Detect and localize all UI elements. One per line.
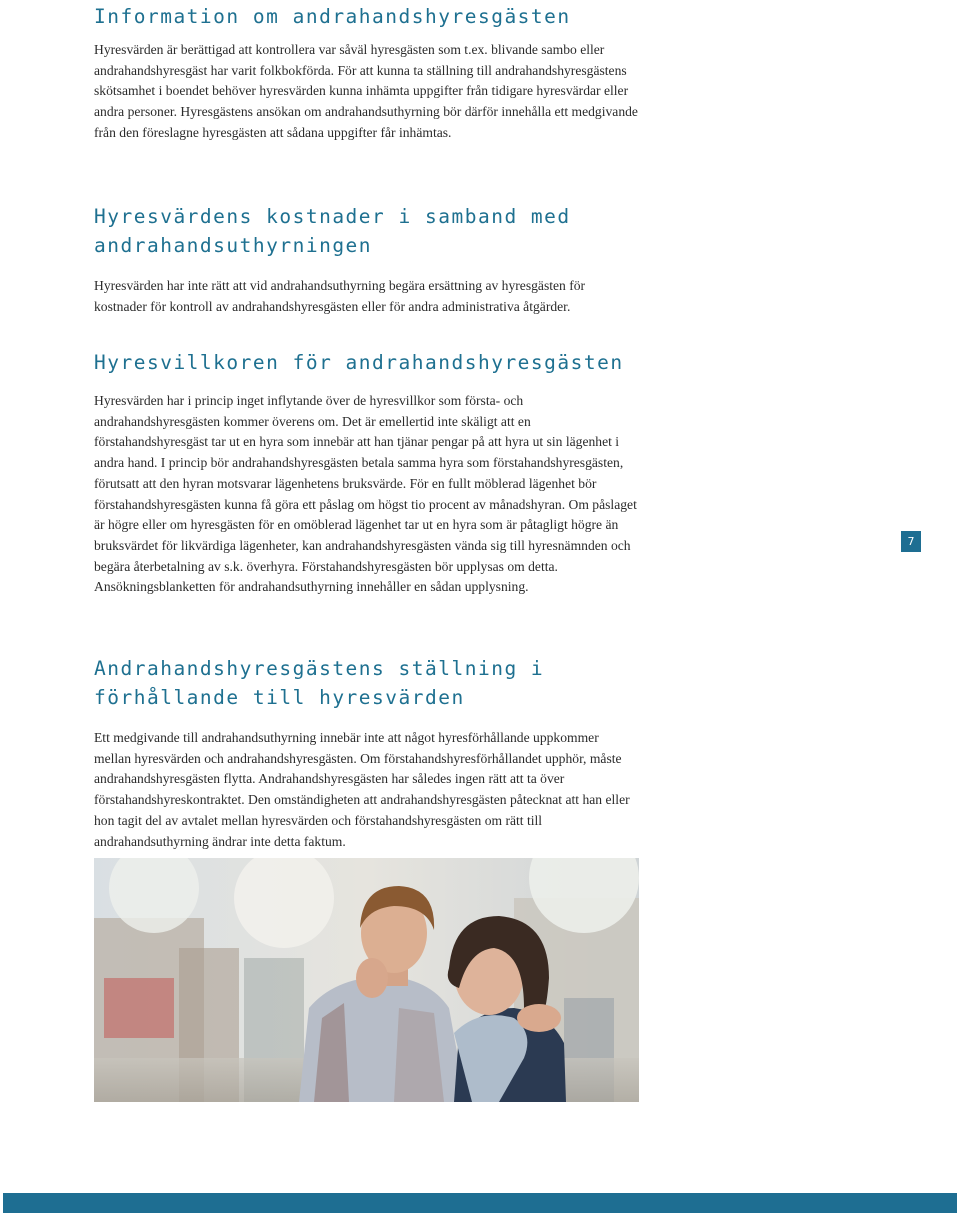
- couple-photo: [94, 858, 639, 1102]
- section-rental-terms: [94, 348, 639, 598]
- section-costs: [94, 202, 639, 317]
- section-body: Hyresvärden har inte rätt att vid andrahandsuthyrning begära ersättning av hyresgästen för kostnader för kontroll av andrahandshyresgästen eller för andra administrativa åtgärder.: [94, 278, 586, 314]
- section-information: [94, 2, 639, 144]
- section-subtenant-position: [94, 654, 639, 852]
- section-heading: Hyresvillkoren för andrahandshyresgästen: [94, 351, 624, 374]
- section-body: Hyresvärden har i princip inget inflytande över de hyresvillkor som första- och andrahandshyresgästen kommer överens om. Det är emellertid inte skäligt att en förstahandshyresgäst tar ut en hyra som innebär att han tjänar pengar på att hyra ut sin lägenhet i andra hand. I princip bör andrahandshyresgästen betala samma hyra som förstahandshyresgästen, förutsatt att den hyran motsvarar lägenhetens bruksvärde. För en fullt möblerad lägenhet bör förstahandshyresgästen kunna få göra ett påslag om högst tio procent av månadshyran. Om påslaget är högre eller om hyresgästen för en omöblerad lägenhet tar ut en hyra som är påtagligt högre än bruksvärdet för likvärdiga lägenheter, kan andrahandshyresgästen vända sig till hyresnämnden och begära återbetalning av s.k. överhyra. Förstahandshyresgästen bör upplysas om detta. Ansökningsblanketten för andrahandsuthyrning innehåller en sådan upplysning.: [94, 393, 637, 595]
- page-number-badge: 7: [901, 531, 921, 552]
- section-heading: Hyresvärdens kostnader i samband med andrahandsuthyrningen: [94, 205, 571, 257]
- section-body: Ett medgivande till andrahandsuthyrning innebär inte att något hyresförhållande uppkommer mellan hyresvärden och andrahandshyresgästen. Om förstahandshyresförhållandet upphör, måste andrahandshyresgästen flytta. Andrahandshyresgästen har således ingen rätt att ta över förstahandshyreskontraktet. Den omständigheten att andrahandshyresgästen påtecknat att han eller hon tagit del av avtalet mellan hyresvärden och förstahandshyresgästen om rätt till andrahandsuthyrning ändrar inte detta faktum.: [94, 730, 630, 849]
- section-heading: Andrahandshyresgästens ställning i förhållande till hyresvärden: [94, 657, 545, 709]
- footer-bar: [3, 1193, 957, 1213]
- section-heading: Information om andrahandshyresgästen: [94, 5, 571, 28]
- section-body: Hyresvärden är berättigad att kontrollera var såväl hyresgästen som t.ex. blivande sambo eller andrahandshyresgäst har varit folkbokförda. För att kunna ta ställning till andrahandshyresgästens skötsamhet i boendet behöver hyresvärden kunna inhämta uppgifter från tidigare hyresvärdar eller andra personer. Hyresgästens ansökan om andrahandsuthyrning bör därför innehålla ett medgivande från den föreslagne hyresgästen att sådana uppgifter får inhämtas.: [94, 42, 638, 140]
